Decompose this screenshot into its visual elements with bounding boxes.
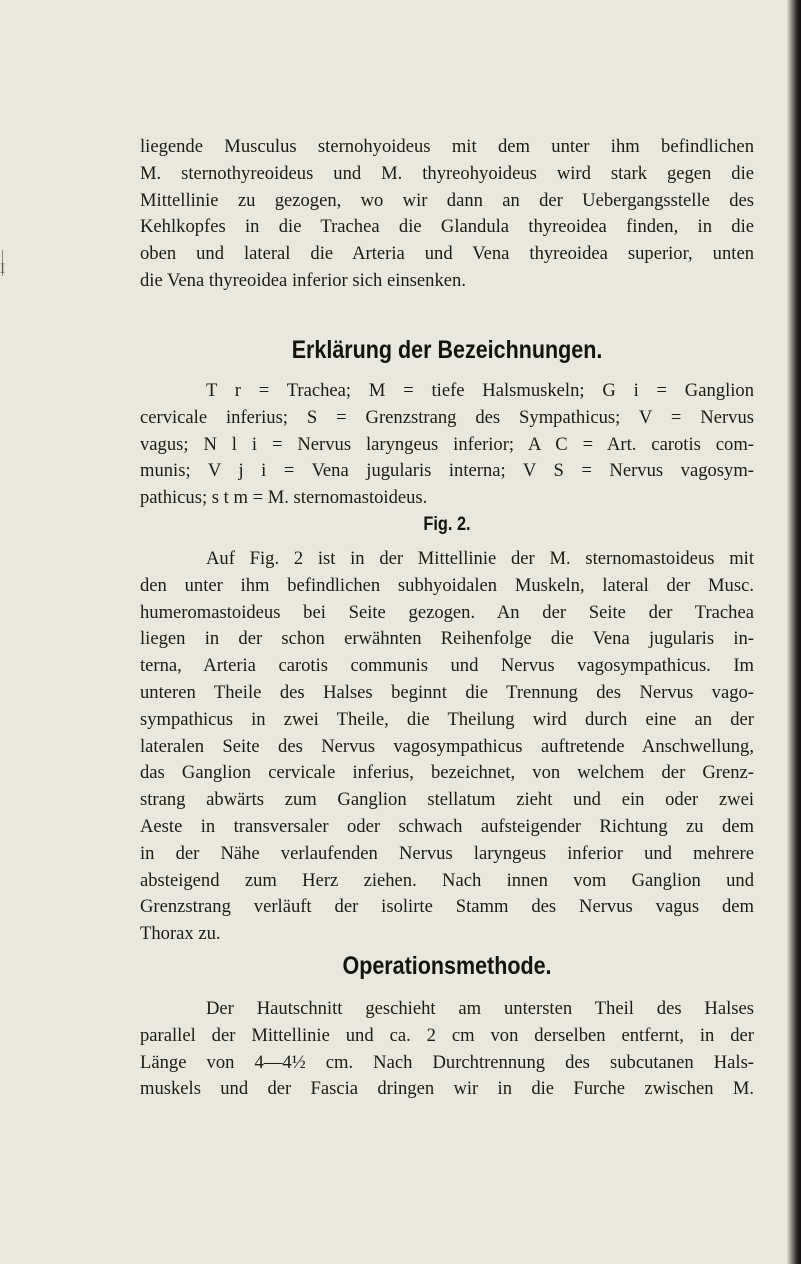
heading-method: Operationsmethode.	[342, 952, 552, 980]
paragraph-figure-description	[140, 546, 754, 948]
text-line: lateralen Seite des Nervus vagosympathicus auftretende Anschwellung,	[140, 735, 754, 757]
text-line: liegen in der schon erwähnten Reihenfolge die Vena jugularis in-	[140, 628, 754, 650]
text-line: humeromastoideus bei Seite gezogen. An der Seite der Trachea	[140, 601, 754, 623]
text-line: Länge von 4—4½ cm. Nach Durchtrennung des subcutanen Hals-	[140, 1051, 754, 1073]
text-line: munis; V j i = Vena jugularis interna; V S = Nervus vagosym-	[140, 460, 754, 482]
paragraph-method	[140, 996, 754, 1103]
text-line: absteigend zum Herz ziehen. Nach innen vom Ganglion und	[140, 869, 754, 891]
margin-mark: I	[0, 262, 6, 277]
text-line: Der Hautschnitt geschieht am untersten Theil des Halses	[206, 998, 754, 1019]
text-line: Auf Fig. 2 ist in der Mittellinie der M. sternomastoideus mit	[206, 548, 754, 569]
text-line: unteren Theile des Halses beginnt die Trennung des Nervus vago-	[140, 681, 754, 703]
text-line: den unter ihm befindlichen subhyoidalen Muskeln, lateral der Musc.	[140, 574, 754, 596]
text-line: T r = Trachea; M = tiefe Halsmuskeln; G i = Ganglion	[206, 380, 754, 401]
text-line: vagus; N l i = Nervus laryngeus inferior; A C = Art. carotis com-	[140, 433, 754, 455]
text-line: in der Nähe verlaufenden Nervus laryngeus inferior und mehrere	[140, 842, 754, 864]
text-line: Grenzstrang verläuft der isolirte Stamm des Nervus vagus dem	[140, 896, 754, 918]
text-line: Thorax zu.	[140, 923, 221, 945]
text-line: oben und lateral die Arteria und Vena thyreoidea superior, unten	[140, 243, 754, 265]
text-line: strang abwärts zum Ganglion stellatum zieht und ein oder zwei	[140, 789, 754, 811]
text-line: Aeste in transversaler oder schwach aufsteigender Richtung zu dem	[140, 815, 754, 837]
text-line: die Vena thyreoidea inferior sich einsenken.	[140, 269, 466, 291]
paragraph-legend	[140, 378, 754, 512]
text-line: pathicus; s t m = M. sternomastoideus.	[140, 487, 428, 509]
text-line: sympathicus in zwei Theile, die Theilung wird durch eine an der	[140, 708, 754, 730]
heading-legend: Erklärung der Bezeichnungen.	[291, 336, 603, 364]
text-line: M. sternothyreoideus und M. thyreohyoideus wird stark gegen die	[140, 162, 754, 184]
text-line: Mittellinie zu gezogen, wo wir dann an der Uebergangsstelle des	[140, 189, 754, 211]
text-line: parallel der Mittellinie und ca. 2 cm von derselben entfernt, in der	[140, 1024, 754, 1046]
text-line: terna, Arteria carotis communis und Nervus vagosympathicus. Im	[140, 655, 754, 677]
text-line: liegende Musculus sternohyoideus mit dem unter ihm befindlichen	[140, 136, 754, 157]
scan-edge	[787, 0, 801, 1264]
text-line: das Ganglion cervicale inferius, bezeichnet, von welchem der Grenz-	[140, 762, 754, 784]
heading-figure: Fig. 2.	[423, 514, 471, 535]
text-line: cervicale inferius; S = Grenzstrang des Sympathicus; V = Nervus	[140, 406, 754, 428]
text-line: Kehlkopfes in die Trachea die Glandula thyreoidea finden, in die	[140, 216, 754, 238]
paragraph-intro	[140, 134, 754, 295]
text-line: muskels und der Fascia dringen wir in die Furche zwischen M.	[140, 1078, 754, 1100]
